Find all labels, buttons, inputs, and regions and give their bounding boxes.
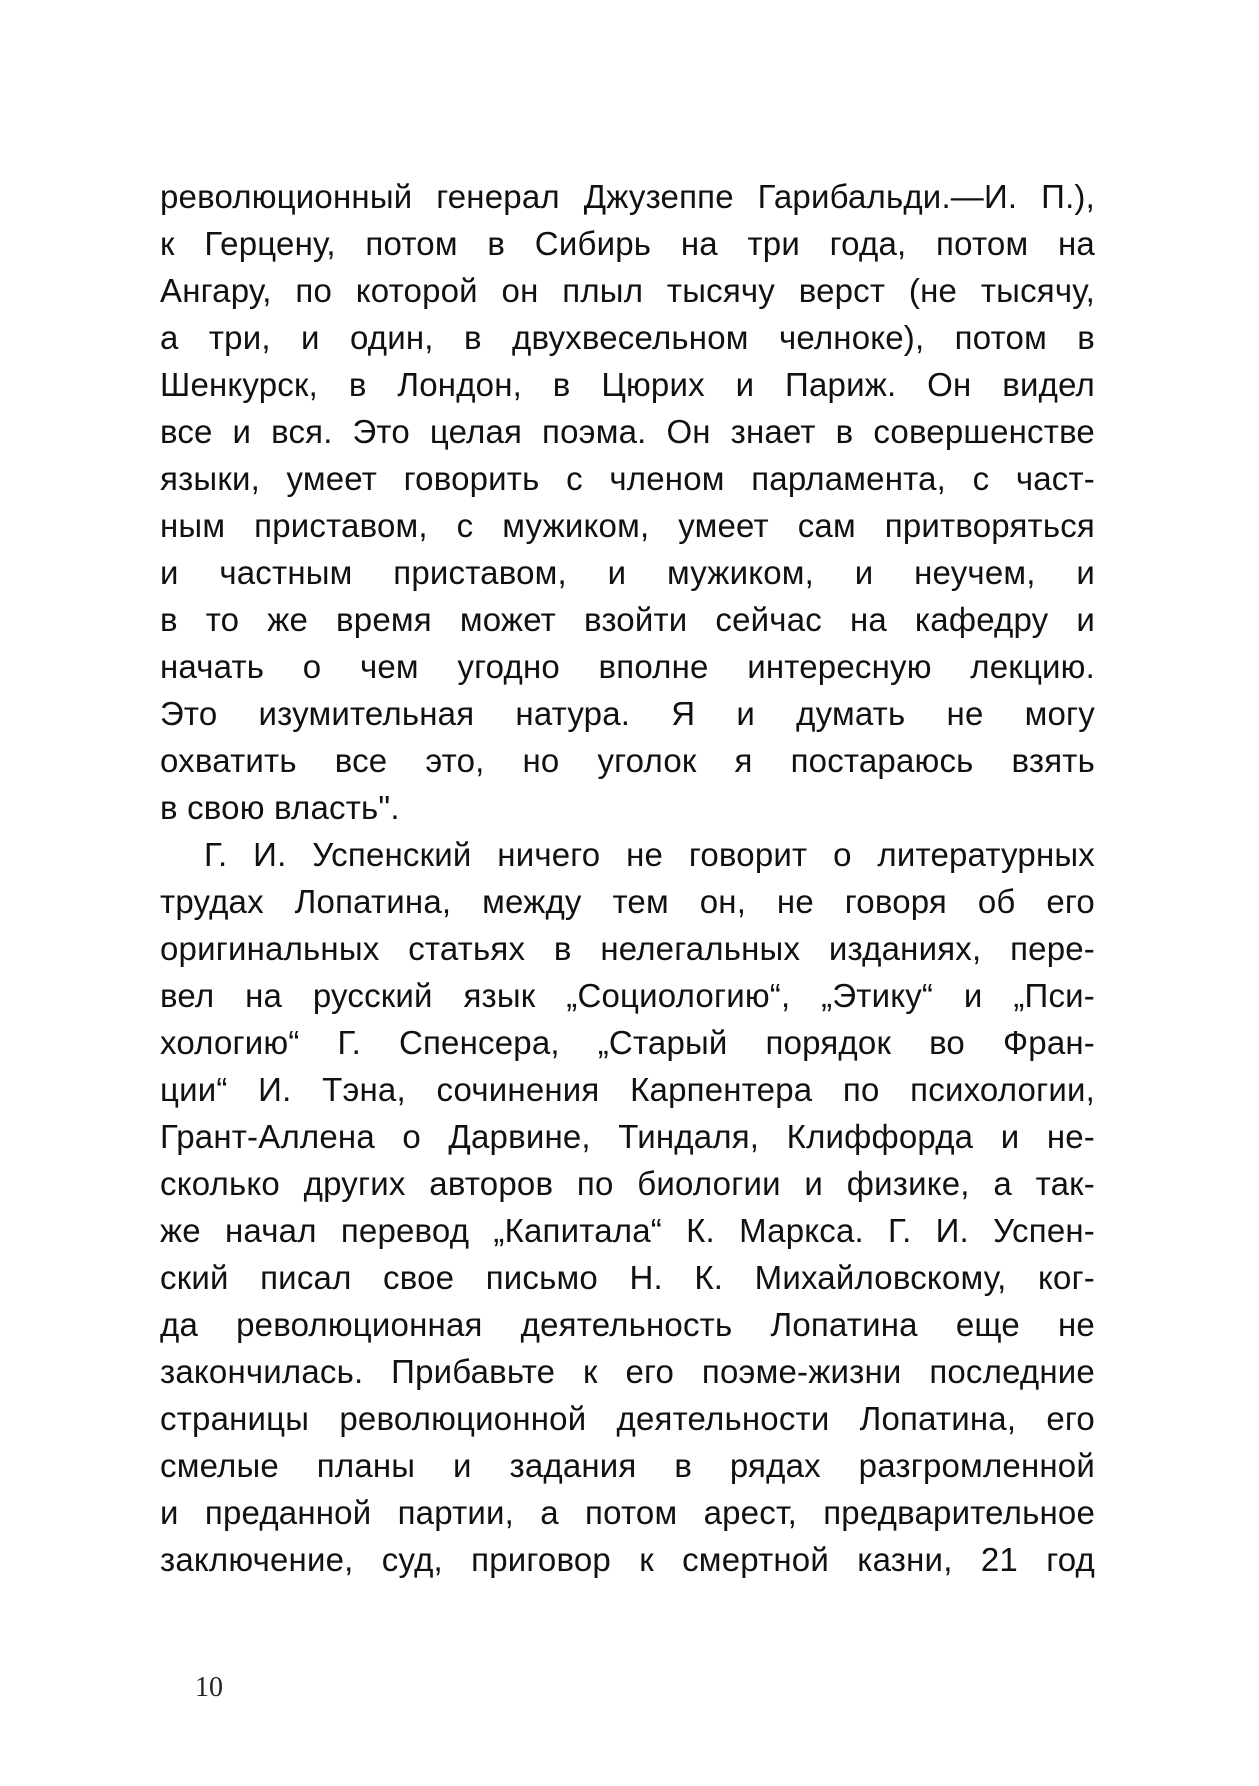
text-line: заключение, суд, приговор к смертной казни, 21 год — [160, 1541, 1095, 1578]
text-line: в то же время может взойти сейчас на кафедру и — [160, 601, 1095, 638]
text-line: хологию“ Г. Спенсера, „Старый порядок во Фран- — [160, 1024, 1095, 1061]
text-line: же начал перевод „Капитала“ К. Маркса. Г. И. Успен- — [160, 1212, 1095, 1249]
text-line: закончилась. Прибавьте к его поэме-жизни последние — [160, 1353, 1095, 1390]
text-line: все и вся. Это целая поэма. Он знает в совершенстве — [160, 413, 1095, 450]
text-line: сколько других авторов по биологии и физике, а так- — [160, 1165, 1095, 1202]
text-line: оригинальных статьях в нелегальных изданиях, пере- — [160, 930, 1095, 967]
text-line: и частным приставом, и мужиком, и неучем, и — [160, 554, 1095, 591]
text-line: вел на русский язык „Социологию“, „Этику“ и „Пси- — [160, 977, 1095, 1014]
text-line: к Герцену, потом в Сибирь на три года, потом на — [160, 225, 1095, 262]
text-line: ным приставом, с мужиком, умеет сам притворяться — [160, 507, 1095, 544]
body-text — [160, 173, 1095, 1583]
text-line: трудах Лопатина, между тем он, не говоря об его — [160, 883, 1095, 920]
text-line: Это изумительная натура. Я и думать не могу — [160, 695, 1095, 732]
text-line: да революционная деятельность Лопатина еще не — [160, 1306, 1095, 1343]
text-line: охватить все это, но уголок я постараюсь взять — [160, 742, 1095, 779]
text-line: начать о чем угодно вполне интересную лекцию. — [160, 648, 1095, 685]
text-line: Грант-Аллена о Дарвине, Тиндаля, Клиффорда и не- — [160, 1118, 1095, 1155]
paragraph-start-line: Г. И. Успенский ничего не говорит о литературных — [204, 836, 1095, 873]
page-number: 10 — [195, 1672, 223, 1703]
text-line: а три, и один, в двухвесельном челноке), потом в — [160, 319, 1095, 356]
paragraph-end-line: в свою власть". — [160, 789, 400, 826]
text-line: смелые планы и задания в рядах разгромленной — [160, 1447, 1095, 1484]
text-line: Ангару, по которой он плыл тысячу верст (не тысячу, — [160, 272, 1095, 309]
text-line: страницы революционной деятельности Лопатина, его — [160, 1400, 1095, 1437]
text-line: ции“ И. Тэна, сочинения Карпентера по психологии, — [160, 1071, 1095, 1108]
text-line: революционный генерал Джузеппе Гарибальди.—И. П.), — [160, 178, 1095, 215]
text-line: Шенкурск, в Лондон, в Цюрих и Париж. Он видел — [160, 366, 1095, 403]
text-line: языки, умеет говорить с членом парламента, с част- — [160, 460, 1095, 497]
text-line: ский писал свое письмо Н. К. Михайловскому, ког- — [160, 1259, 1095, 1296]
text-line: и преданной партии, а потом арест, предварительное — [160, 1494, 1095, 1531]
